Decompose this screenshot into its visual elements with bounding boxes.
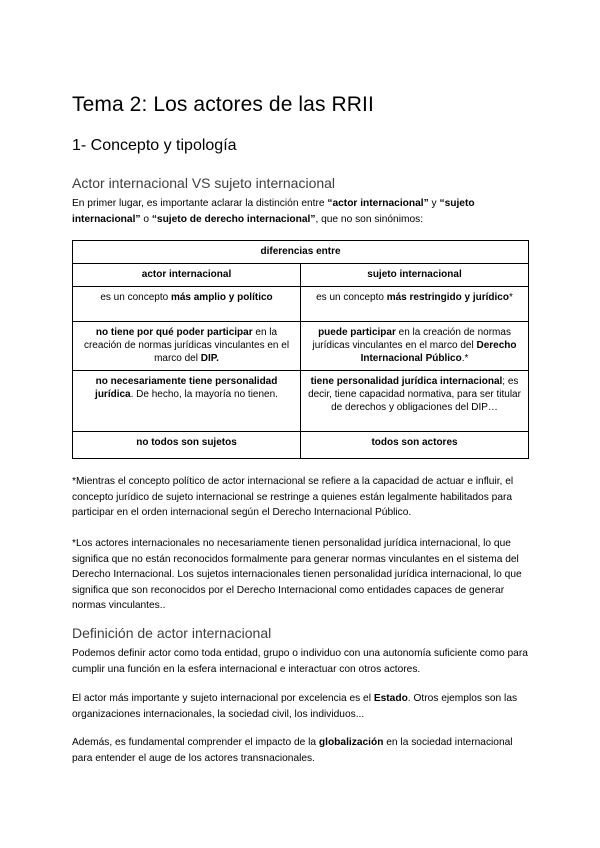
table-cell: puede participar en la creación de normas jurídicas vinculantes en el marco del Derecho Internacional Público.* xyxy=(301,322,529,371)
table-cell: tiene personalidad jurídica internacional; es decir, tiene capacidad normativa, para ser titular de derechos y obligaciones del DIP… xyxy=(301,370,529,431)
subsection-heading-definition: Definición de actor internacional xyxy=(72,625,272,641)
differences-table xyxy=(72,240,529,459)
definition-paragraph: Podemos definir actor como toda entidad, grupo o individuo con una autonomía suficiente como para cumplir una función en la esfera internacional e interactuar con otros actores. xyxy=(72,648,528,675)
table-cell: no todos son sujetos xyxy=(73,431,301,458)
globalization-paragraph: Además, es fundamental comprender el impacto de la globalización en la sociedad internacional para entender el auge de los actores transnacionales. xyxy=(72,737,513,764)
table-cell: no necesariamente tiene personalidad jurídica. De hecho, la mayoría no tienen. xyxy=(73,370,301,431)
page-title: Tema 2: Los actores de las RRII xyxy=(72,93,374,116)
column-header-actor: actor internacional xyxy=(73,264,301,287)
section-heading: 1- Concepto y tipología xyxy=(72,137,237,154)
table-cell: es un concepto más amplio y político xyxy=(73,287,301,322)
table-cell: es un concepto más restringido y jurídico* xyxy=(301,287,529,322)
table-row xyxy=(73,370,529,431)
footnote-legal-personality: *Los actores internacionales no necesariamente tienen personalidad jurídica internacional, lo que significa que no están reconocidos formalmente para generar normas vinculantes en el sistema del Derecho Internacional. Los sujetos internacionales tienen personalidad jurídica internacional, lo que significa que son reconocidos por el Derecho Internacional como entidades capaces de generar normas vinculantes.. xyxy=(72,538,522,612)
column-header-sujeto: sujeto internacional xyxy=(301,264,529,287)
table-caption: diferencias entre xyxy=(73,241,529,264)
intro-paragraph: En primer lugar, es importante aclarar la distinción entre “actor internacional” y “sujeto internacional” o “sujeto de derecho internacional”, que no son sinónimos: xyxy=(72,198,475,225)
table-cell: no tiene por qué poder participar en la creación de normas jurídicas vinculantes en el marco del DIP. xyxy=(73,322,301,371)
state-paragraph: El actor más importante y sujeto internacional por excelencia es el Estado. Otros ejemplos son las organizaciones internacionales, la sociedad civil, los individuos... xyxy=(72,693,518,720)
subsection-heading-actor-vs-sujeto: Actor internacional VS sujeto internacional xyxy=(72,175,336,191)
footnote-political-vs-legal: *Mientras el concepto político de actor internacional se refiere a la capacidad de actuar e influir, el concepto jurídico de sujeto internacional se restringe a quienes están legalmente habilitados para participar en el orden internacional según el Derecho Internacional Público. xyxy=(72,476,514,519)
table-row xyxy=(73,322,529,371)
table-row xyxy=(73,431,529,458)
table-row xyxy=(73,287,529,322)
table-cell: todos son actores xyxy=(301,431,529,458)
